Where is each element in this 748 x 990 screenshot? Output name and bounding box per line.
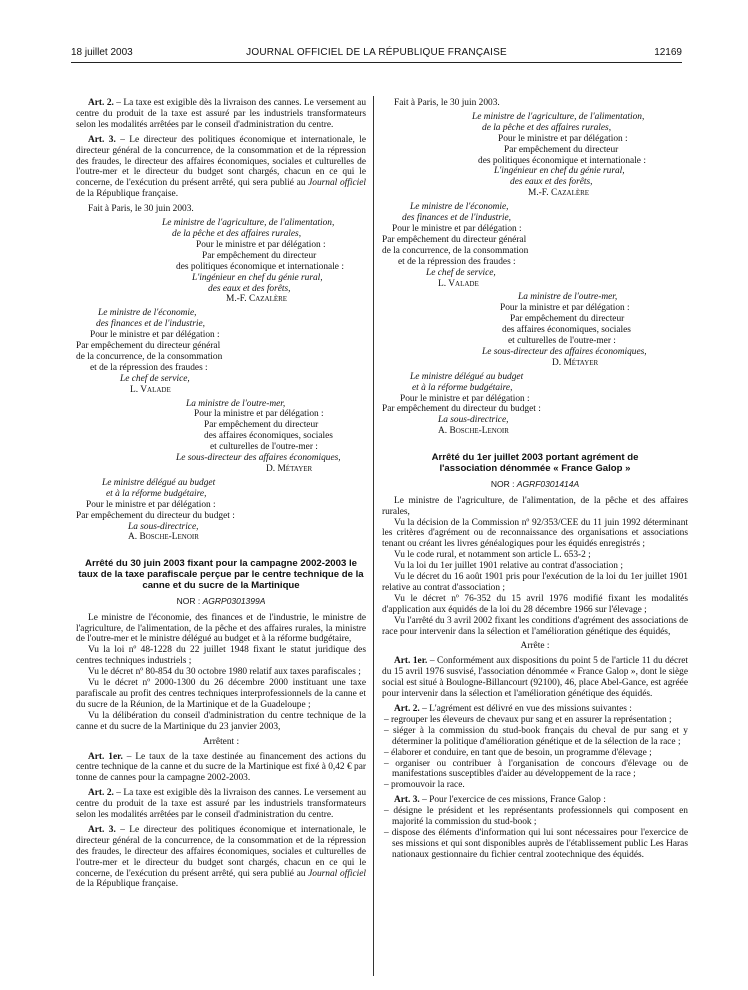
signature-outre-mer: [76, 399, 366, 475]
article-label: Art. 3.: [88, 824, 116, 835]
sig-line: Pour le ministre et par délégation :: [498, 133, 628, 144]
sig-line: La ministre de l'outre-mer,: [518, 292, 618, 303]
sig-line: La sous-directrice,: [438, 415, 509, 426]
article-label: Art. 1er.: [88, 751, 123, 762]
visa: Vu la loi du 1er juillet 1901 relative au contrat d'association ;: [394, 561, 623, 572]
article-3: [76, 825, 366, 890]
issue-date: 18 juillet 2003: [71, 47, 133, 58]
signatory-name: M.-F. Cazalère: [226, 294, 288, 305]
signatory-name: L. Valade: [130, 384, 171, 395]
signatory-name: L. Valade: [438, 278, 479, 289]
journal-officiel-ref: Journal officiel: [308, 178, 366, 189]
sig-line: L'ingénieur en chef du génie rural,: [494, 166, 625, 177]
article-label: Art. 3.: [88, 134, 116, 145]
sig-line: Le chef de service,: [426, 267, 496, 278]
visa: Vu la décision de la Commission nº 92/353/CEE du 11 juin 1992 déterminant les critères d'agrément ou de reconnaissance des organisations et associations tenant ou créant les livres généalogiques pour les équidés enregistrés ;: [382, 517, 688, 550]
sig-line: Par empêchement du directeur: [202, 250, 317, 261]
sig-line: et à la réforme budgétaire,: [106, 488, 207, 499]
sig-line: Pour la ministre et par délégation :: [194, 409, 324, 420]
fait-a-paris: Fait à Paris, le 30 juin 2003.: [394, 98, 500, 108]
visa: Vu l'arrêté du 3 avril 2002 fixant les conditions d'agrément des associations de race pour intervenir dans la sélection et l'amélioration génétique des équidés,: [382, 615, 688, 637]
header-rule: [71, 62, 682, 63]
signature-outre-mer: [382, 292, 688, 368]
sig-line: Le chef de service,: [120, 373, 190, 384]
sig-line: des politiques économique et internationale :: [176, 261, 344, 272]
sig-line: des finances et de l'industrie,: [402, 213, 512, 224]
sig-line: Le ministre délégué au budget: [102, 477, 216, 488]
article-1: [76, 752, 366, 785]
sig-line: des affaires économiques, sociales: [502, 325, 631, 336]
nor-code: AGRF0301414A: [516, 478, 580, 489]
sig-line: Pour le ministre et par délégation :: [196, 239, 326, 250]
article-text: – Pour l'exercice de ces missions, France Galop :: [419, 795, 606, 806]
article-label: Art. 1er.: [394, 656, 428, 667]
article-label: Art. 2.: [88, 98, 114, 108]
signatory-name: D. Métayer: [552, 357, 599, 368]
article-text: – L'agrément est délivré en vue des missions suivantes :: [419, 704, 632, 714]
article-2-previous: [76, 98, 366, 131]
sig-line: des politiques économique et internationale :: [478, 155, 646, 166]
sig-line: Par empêchement du directeur: [204, 420, 319, 431]
article-text: – Conformément aux dispositions du point 5 de l'article 11 du décret du 15 avril 1976 susvisé, l'association dénommée « France Galop », dont le siège social est situé à Boulogne-Billancourt (92100), 46, place Abel-Gance, est agréée pour intervenir dans la sélection et l'amélioration génétique des équidés.: [382, 656, 689, 700]
signature-agriculture: [76, 218, 366, 305]
list-item: – promouvoir la race.: [384, 780, 465, 791]
sig-line: Par empêchement du directeur général: [382, 234, 527, 245]
signatory-name: M.-F. Cazalère: [528, 188, 590, 199]
nor-reference: [382, 479, 688, 490]
right-column: [382, 98, 688, 861]
visa: Vu le décret nº 2000-1300 du 26 décembre 2000 instituant une taxe parafiscale au profit des centres techniques interprofessionnels de la canne et du sucre de la Réunion, de la Martinique et de la Guadeloupe ;: [76, 678, 366, 710]
visa: Vu la loi nº 48-1228 du 22 juillet 1948 fixant le statut juridique des centres techniques industriels ;: [76, 645, 366, 667]
arrete: Arrête :: [520, 641, 550, 652]
sig-line: des finances et de l'industrie,: [96, 319, 206, 330]
list-item: – organiser ou contribuer à l'organisation de concours d'élevage ou de manifestations susceptibles d'aider au développement de la race ;: [384, 758, 688, 780]
nor-code: AGRP0301399A: [202, 595, 266, 606]
sig-line: de la concurrence, de la consommation: [382, 245, 529, 256]
sig-line: Le ministre de l'économie,: [98, 308, 197, 319]
sig-line: des eaux et des forêts,: [510, 177, 593, 188]
visa: Vu le décret nº 76-352 du 15 avril 1976 modifié fixant les modalités d'application aux équidés de la loi du 28 décembre 1966 sur l'élevage ;: [382, 593, 688, 615]
fait-a-paris: Fait à Paris, le 30 juin 2003.: [88, 204, 194, 215]
sig-line: de la pêche et des affaires rurales,: [482, 122, 612, 133]
journal-title: JOURNAL OFFICIEL DE LA RÉPUBLIQUE FRANÇAISE: [246, 47, 507, 58]
article-3: [382, 795, 688, 806]
sig-line: Le sous-directeur des affaires économiques,: [482, 346, 647, 357]
signatory-name: A. Bosche-Lenoir: [128, 532, 199, 543]
sig-line: La sous-directrice,: [128, 521, 199, 532]
decree-title: Arrêté du 30 juin 2003 fixant pour la campagne 2002-2003 le taux de la taxe parafiscale perçue par le centre technique de la canne et du sucre de la Martinique: [78, 558, 364, 591]
sig-line: Par empêchement du directeur: [510, 314, 625, 325]
article-label: Art. 2.: [394, 704, 420, 714]
sig-line: La ministre de l'outre-mer,: [186, 398, 286, 409]
preamble: Le ministre de l'agriculture, de l'alimentation, de la pêche et des affaires rurales,: [382, 495, 688, 517]
visa: Vu le décret nº 80-854 du 30 octobre 1980 relatif aux taxes parafiscales ;: [88, 667, 361, 678]
sig-line: Pour le ministre et par délégation :: [90, 330, 220, 341]
sig-line: de la concurrence, de la consommation: [76, 351, 223, 362]
article-label: Art. 3.: [394, 795, 420, 806]
signature-budget: [382, 372, 688, 437]
decree-title: Arrêté du 1er juillet 2003 portant agrément de l'association dénommée « France Galop »: [431, 452, 639, 474]
article-text: de la République française.: [76, 189, 179, 200]
sig-line: et culturelles de l'outre-mer :: [508, 336, 616, 347]
article-label: Art. 2.: [88, 788, 114, 799]
preamble: Le ministre de l'économie, des finances et de l'industrie, le ministre de l'agriculture, de l'alimentation, de la pêche et des affaires rurales, la ministre de l'outre-mer et le ministre délégué au budget et à la réforme budgétaire,: [76, 612, 366, 645]
list-item: – désigne le président et les représentants professionnels qui composent en majorité la commission du stud-book ;: [384, 806, 688, 828]
signature-agriculture: [382, 112, 688, 199]
sig-line: Pour le ministre et par délégation :: [86, 499, 216, 510]
sig-line: et culturelles de l'outre-mer :: [210, 442, 318, 453]
sig-line: et à la réforme budgétaire,: [412, 382, 513, 393]
sig-line: L'ingénieur en chef du génie rural,: [192, 272, 323, 283]
signatory-name: A. Bosche-Lenoir: [438, 426, 509, 437]
article-text: – La taxe est exigible dès la livraison des cannes. Le versement au centre du produit de la taxe est assuré par les industriels transformateurs selon les modalités arrêtées par le conseil d'administration du centre.: [76, 98, 367, 130]
article-text: de la République française.: [76, 879, 179, 890]
arretent: Arrêtent :: [202, 736, 240, 747]
nor-label: NOR :: [490, 478, 517, 489]
article-text: – Le directeur des politiques économique et internationale, le directeur général de la concurrence, de la consommation et de la répression des fraudes, le directeur des affaires économiques, sociales et culturelles de l'outre-mer et le directeur du budget sont chargés, chacun en ce qui le concerne, de l'exécution du présent arrêté, qui sera publié au: [76, 824, 366, 879]
list-item: – dispose des éléments d'information qui lui sont nécessaires pour l'exercice de ses missions et qui sont disponibles auprès de l'établissement public Les Haras nationaux gestionnaire du fichier central zootechnique des équidés.: [384, 827, 688, 860]
article-text: – Le taux de la taxe destinée au financement des actions du centre technique de la canne et du sucre de la Martinique est fixé à 0,42 € par tonne de cannes pour la campagne 2002-2003.: [76, 751, 366, 784]
sig-line: Par empêchement du directeur général: [76, 341, 221, 352]
signature-economie: [382, 202, 688, 289]
signature-economie: [76, 308, 366, 395]
sig-line: Le ministre de l'agriculture, de l'alimentation,: [162, 218, 335, 229]
signature-budget: [76, 478, 366, 543]
journal-officiel-ref: Journal officiel: [308, 868, 366, 879]
page-number: 12169: [654, 47, 682, 58]
nor-reference: [76, 596, 366, 607]
sig-line: Pour le ministre et par délégation :: [400, 393, 530, 404]
article-2: [382, 704, 688, 715]
column-divider: [373, 96, 374, 976]
list-item: – élaborer et conduire, en tant que de besoin, un programme d'élevage ;: [384, 747, 652, 758]
signatory-name: D. Métayer: [266, 464, 313, 474]
article-text: – La taxe est exigible dès la livraison des cannes. Le versement au centre du produit de la taxe est assuré par les industriels transformateurs selon les modalités arrêtées par le conseil d'administration du centre.: [76, 788, 367, 821]
sig-line: Pour la ministre et par délégation :: [500, 303, 630, 314]
sig-line: Le ministre délégué au budget: [410, 371, 524, 382]
visa: Vu la délibération du conseil d'administration du centre technique de la canne et du sucre de la Martinique du 23 janvier 2003,: [76, 710, 366, 732]
left-column: [76, 98, 366, 890]
sig-line: Par empêchement du directeur: [504, 144, 619, 155]
sig-line: Le sous-directeur des affaires économiques,: [176, 453, 341, 464]
article-3-previous: [76, 135, 366, 200]
list-item: – siéger à la commission du stud-book français du cheval de pur sang et y déterminer la politique d'amélioration génétique et de la sélection de la race ;: [384, 725, 688, 747]
article-2: [76, 788, 366, 821]
sig-line: des affaires économiques, sociales: [204, 431, 333, 442]
sig-line: Par empêchement du directeur du budget :: [76, 510, 235, 521]
sig-line: Le ministre de l'agriculture, de l'alimentation,: [472, 111, 645, 122]
article-1: [382, 656, 688, 700]
visa: Vu le décret du 16 août 1901 pris pour l'exécution de la loi du 1er juillet 1901 relative au contrat d'association ;: [382, 572, 688, 593]
sig-line: Le ministre de l'économie,: [410, 202, 509, 213]
article-text: – Le directeur des politiques économique et internationale, le directeur général de la concurrence, de la consommation et de la répression des fraudes, le directeur des affaires économiques, sociales et culturelles de l'outre-mer et le directeur du budget sont chargés, chacun en ce qui le concerne, de l'exécution du présent arrêté, qui sera publié au: [76, 134, 366, 189]
sig-line: des eaux et des forêts,: [208, 283, 291, 294]
sig-line: de la pêche et des affaires rurales,: [172, 228, 302, 239]
page-header: [71, 47, 682, 61]
nor-label: NOR :: [176, 595, 203, 606]
visa: Vu le code rural, et notamment son article L. 653-2 ;: [394, 550, 591, 561]
sig-line: et de la répression des fraudes :: [90, 362, 208, 373]
sig-line: Par empêchement du directeur du budget :: [382, 404, 541, 415]
list-item: – regrouper les éleveurs de chevaux pur sang et en assurer la représentation ;: [384, 714, 672, 725]
sig-line: et de la répression des fraudes :: [398, 256, 516, 267]
sig-line: Pour le ministre et par délégation :: [392, 223, 522, 234]
